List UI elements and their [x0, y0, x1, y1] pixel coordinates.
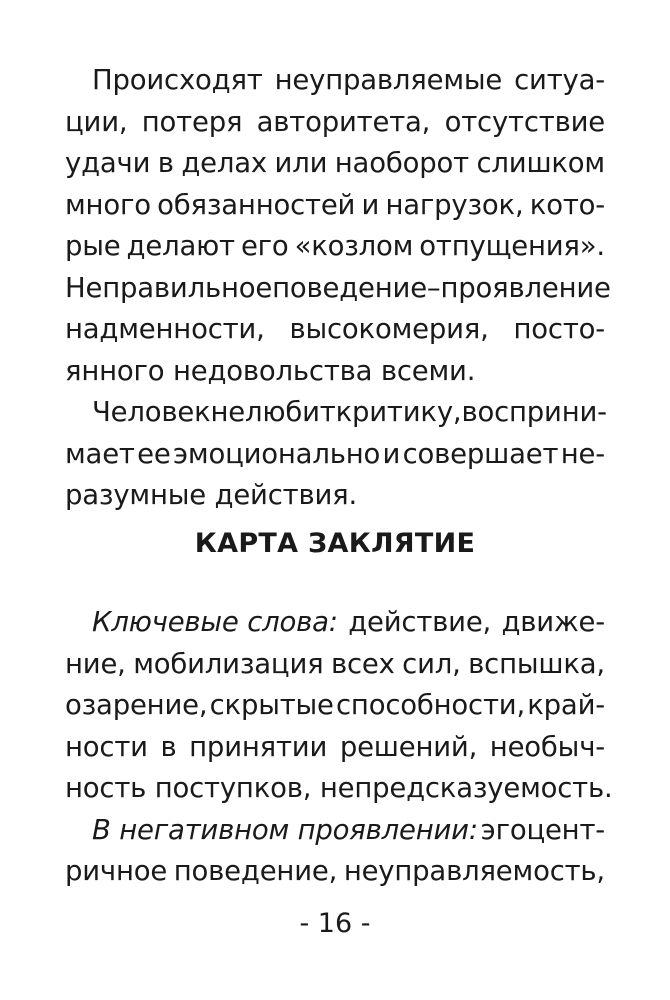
word: проявление: [440, 271, 611, 304]
word: действие,: [348, 606, 492, 638]
word: наоборот: [334, 147, 469, 179]
word: озарение,: [65, 689, 208, 721]
word: или: [274, 147, 328, 179]
word: ее: [137, 437, 171, 470]
text-line: [65, 309, 605, 351]
word: ность поступков, непредсказуемость.: [65, 772, 613, 804]
word: эгоцент-: [480, 813, 605, 846]
text-line: [65, 685, 605, 727]
word: в: [160, 730, 177, 763]
word: совершает: [402, 437, 559, 470]
word: необыч-: [489, 730, 605, 763]
text-line: [65, 644, 605, 686]
word: посто-: [513, 313, 605, 345]
text-line: [65, 851, 605, 893]
text-line: [65, 185, 605, 227]
word: любит: [245, 396, 336, 428]
word: отпущения».: [419, 230, 605, 262]
word: способности,: [336, 689, 526, 721]
text-block-top: [65, 60, 611, 517]
italic-lead: Ключевые слова:: [92, 606, 338, 638]
word: Происходят: [92, 64, 263, 96]
word: и: [382, 437, 401, 470]
word: и: [361, 188, 380, 221]
word: отсутствие: [444, 105, 605, 138]
word: ности: [65, 730, 148, 763]
text-line: [65, 602, 605, 644]
word: делах: [181, 147, 267, 179]
word: кото-: [529, 188, 605, 221]
text-line: [65, 143, 605, 185]
text-line: [65, 475, 605, 517]
word: потеря: [141, 105, 243, 138]
text-line: [65, 102, 605, 144]
word: ситуа-: [514, 64, 605, 96]
word: надменности,: [65, 313, 265, 345]
word: высокомерия,: [289, 313, 489, 345]
word: сил,: [402, 647, 461, 680]
text-line: [65, 268, 611, 310]
word: всех: [330, 647, 395, 680]
page-number: - 16 -: [299, 908, 371, 939]
word: ние,: [65, 647, 126, 680]
word: делают: [126, 230, 235, 262]
word: поведение: [272, 271, 427, 304]
word: янного недовольства всеми.: [65, 354, 476, 387]
word: рые: [65, 230, 121, 262]
word: неуправляемость,: [343, 855, 605, 887]
word: мобилизация: [133, 647, 324, 680]
word: не: [210, 396, 246, 428]
text-line: [65, 810, 605, 852]
word: скрытые: [209, 689, 334, 721]
text-line: [65, 434, 605, 476]
word: его: [240, 230, 289, 262]
word: разумные действия.: [65, 479, 358, 511]
word: край-: [527, 689, 605, 721]
text-line: [65, 351, 605, 393]
word: в: [157, 147, 174, 179]
word: движе-: [501, 606, 605, 638]
section-heading: КАРТА ЗАКЛЯТИЕ: [194, 528, 476, 559]
text-line: [65, 60, 605, 102]
word: много: [65, 188, 151, 221]
text-block-bottom: [65, 602, 613, 893]
word: неуправляемые: [274, 64, 503, 96]
word: слишком: [476, 147, 605, 179]
word: ции,: [65, 105, 128, 138]
word: «козлом: [294, 230, 414, 262]
word: принятии: [189, 730, 328, 763]
word: мает: [65, 437, 135, 470]
italic-lead: В негативном проявлении:: [92, 813, 478, 846]
text-line: [65, 392, 605, 434]
word: не-: [560, 437, 605, 470]
word: восприни-: [461, 396, 607, 428]
text-line: [65, 727, 605, 769]
word: ричное: [65, 855, 168, 887]
word: авторитета,: [256, 105, 431, 138]
text-line: [65, 226, 605, 268]
word: удачи: [65, 147, 151, 179]
word: вспышка,: [468, 647, 605, 680]
word: Человек: [92, 396, 211, 428]
word: –: [426, 271, 441, 304]
word: критику,: [335, 396, 462, 428]
text-line: [65, 768, 613, 810]
word: обязанностей: [157, 188, 356, 221]
word: эмоционально: [173, 437, 381, 470]
word: поведение,: [173, 855, 338, 887]
word: Неправильное: [65, 271, 273, 304]
word: решений,: [339, 730, 478, 763]
word: нагрузок,: [385, 188, 524, 221]
